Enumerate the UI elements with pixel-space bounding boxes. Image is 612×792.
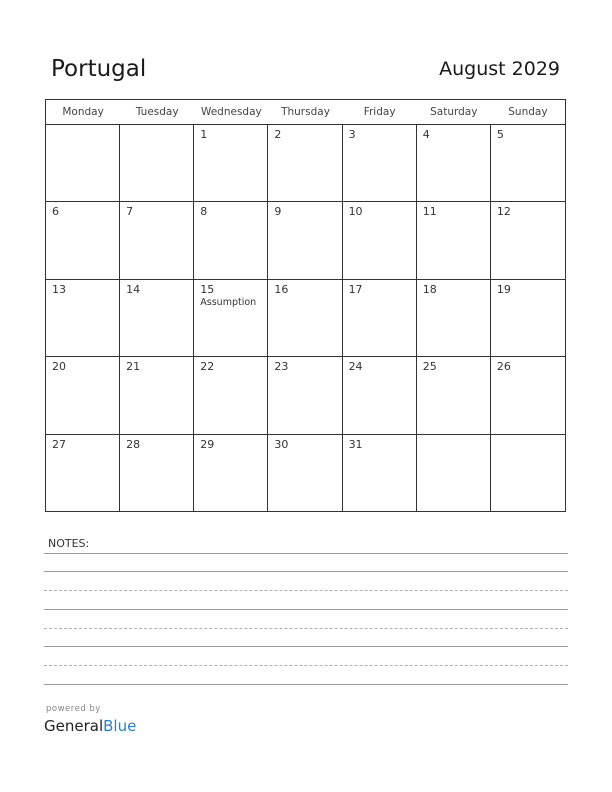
day-number: 15 [200, 282, 215, 296]
day-cell [268, 125, 342, 202]
day-number: 10 [348, 205, 363, 219]
day-number: 1 [200, 128, 208, 141]
day-cell [417, 435, 491, 512]
day-cell [120, 280, 194, 357]
brand-logo [44, 717, 136, 735]
day-cell [417, 202, 491, 279]
day-cell [417, 125, 491, 202]
day-cell [120, 435, 194, 512]
day-number: 18 [422, 282, 437, 296]
day-cell [491, 435, 565, 512]
brand-name-blue: Blue [103, 717, 137, 735]
notes-label: NOTES: [48, 537, 90, 550]
day-cell [194, 202, 268, 279]
day-number: 9 [274, 205, 282, 219]
day-number: 19 [496, 282, 511, 296]
notes-line [44, 590, 568, 591]
day-number: 7 [126, 205, 134, 219]
weekday-label: Friday [363, 106, 396, 118]
weekday-header [46, 100, 565, 125]
day-cell [343, 280, 417, 357]
day-number: 4 [422, 128, 430, 141]
day-cell [46, 280, 120, 357]
weekday-label: Wednesday [200, 106, 262, 118]
weekday-label: Thursday [281, 106, 330, 118]
day-number: 17 [348, 282, 363, 296]
day-number: 30 [274, 437, 289, 451]
day-number: 31 [348, 437, 363, 451]
notes-line [44, 609, 568, 610]
day-number: 22 [200, 360, 215, 374]
day-number: 11 [422, 205, 437, 219]
day-number: 14 [126, 282, 141, 296]
country-title: Portugal [51, 56, 147, 82]
weekday-label: Tuesday [135, 106, 179, 118]
day-cell [120, 357, 194, 434]
day-number: 20 [52, 360, 66, 374]
day-cell [194, 125, 268, 202]
day-cell [491, 125, 565, 202]
day-cell [268, 357, 342, 434]
day-cell [343, 202, 417, 279]
notes-line [44, 571, 568, 572]
powered-by-text: powered by [46, 704, 101, 714]
day-cell [194, 435, 268, 512]
day-number: 24 [348, 360, 363, 374]
day-cell [268, 435, 342, 512]
day-number: 2 [274, 128, 282, 141]
day-number: 16 [274, 282, 289, 296]
day-number: 21 [126, 360, 141, 374]
notes-line [44, 684, 568, 685]
day-cell [46, 435, 120, 512]
weekday-label: Saturday [430, 106, 478, 118]
day-cell [417, 280, 491, 357]
notes-line [44, 553, 568, 554]
day-cell [417, 357, 491, 434]
day-number: 13 [52, 282, 66, 296]
day-cell [120, 125, 194, 202]
day-number: 25 [422, 360, 437, 374]
notes-line [44, 665, 568, 666]
day-number: 3 [348, 128, 356, 141]
day-cell [491, 202, 565, 279]
day-cell [268, 202, 342, 279]
day-cell [491, 357, 565, 434]
day-cell [120, 202, 194, 279]
holiday-label: Assumption [200, 296, 257, 308]
day-number: 28 [126, 437, 141, 451]
day-cell [343, 125, 417, 202]
weekday-label: Sunday [508, 106, 548, 118]
day-cell [46, 202, 120, 279]
day-cell [194, 280, 268, 357]
day-cell [343, 357, 417, 434]
days-grid [46, 125, 565, 512]
day-cell [491, 280, 565, 357]
day-cell [46, 357, 120, 434]
calendar-grid [45, 99, 566, 512]
day-number: 27 [52, 437, 66, 451]
day-number: 8 [200, 205, 208, 219]
day-number: 26 [496, 360, 511, 374]
notes-line [44, 628, 568, 629]
month-year-title: August 2029 [439, 58, 560, 80]
day-cell [268, 280, 342, 357]
brand-name-general: General [44, 717, 104, 735]
day-number: 6 [52, 205, 59, 219]
day-number: 12 [496, 205, 511, 219]
day-number: 5 [496, 128, 504, 141]
weekday-label: Monday [62, 106, 104, 118]
day-cell [343, 435, 417, 512]
day-cell [46, 125, 120, 202]
notes-line [44, 646, 568, 647]
day-cell [194, 357, 268, 434]
day-number: 29 [200, 437, 215, 451]
day-number: 23 [274, 360, 289, 374]
